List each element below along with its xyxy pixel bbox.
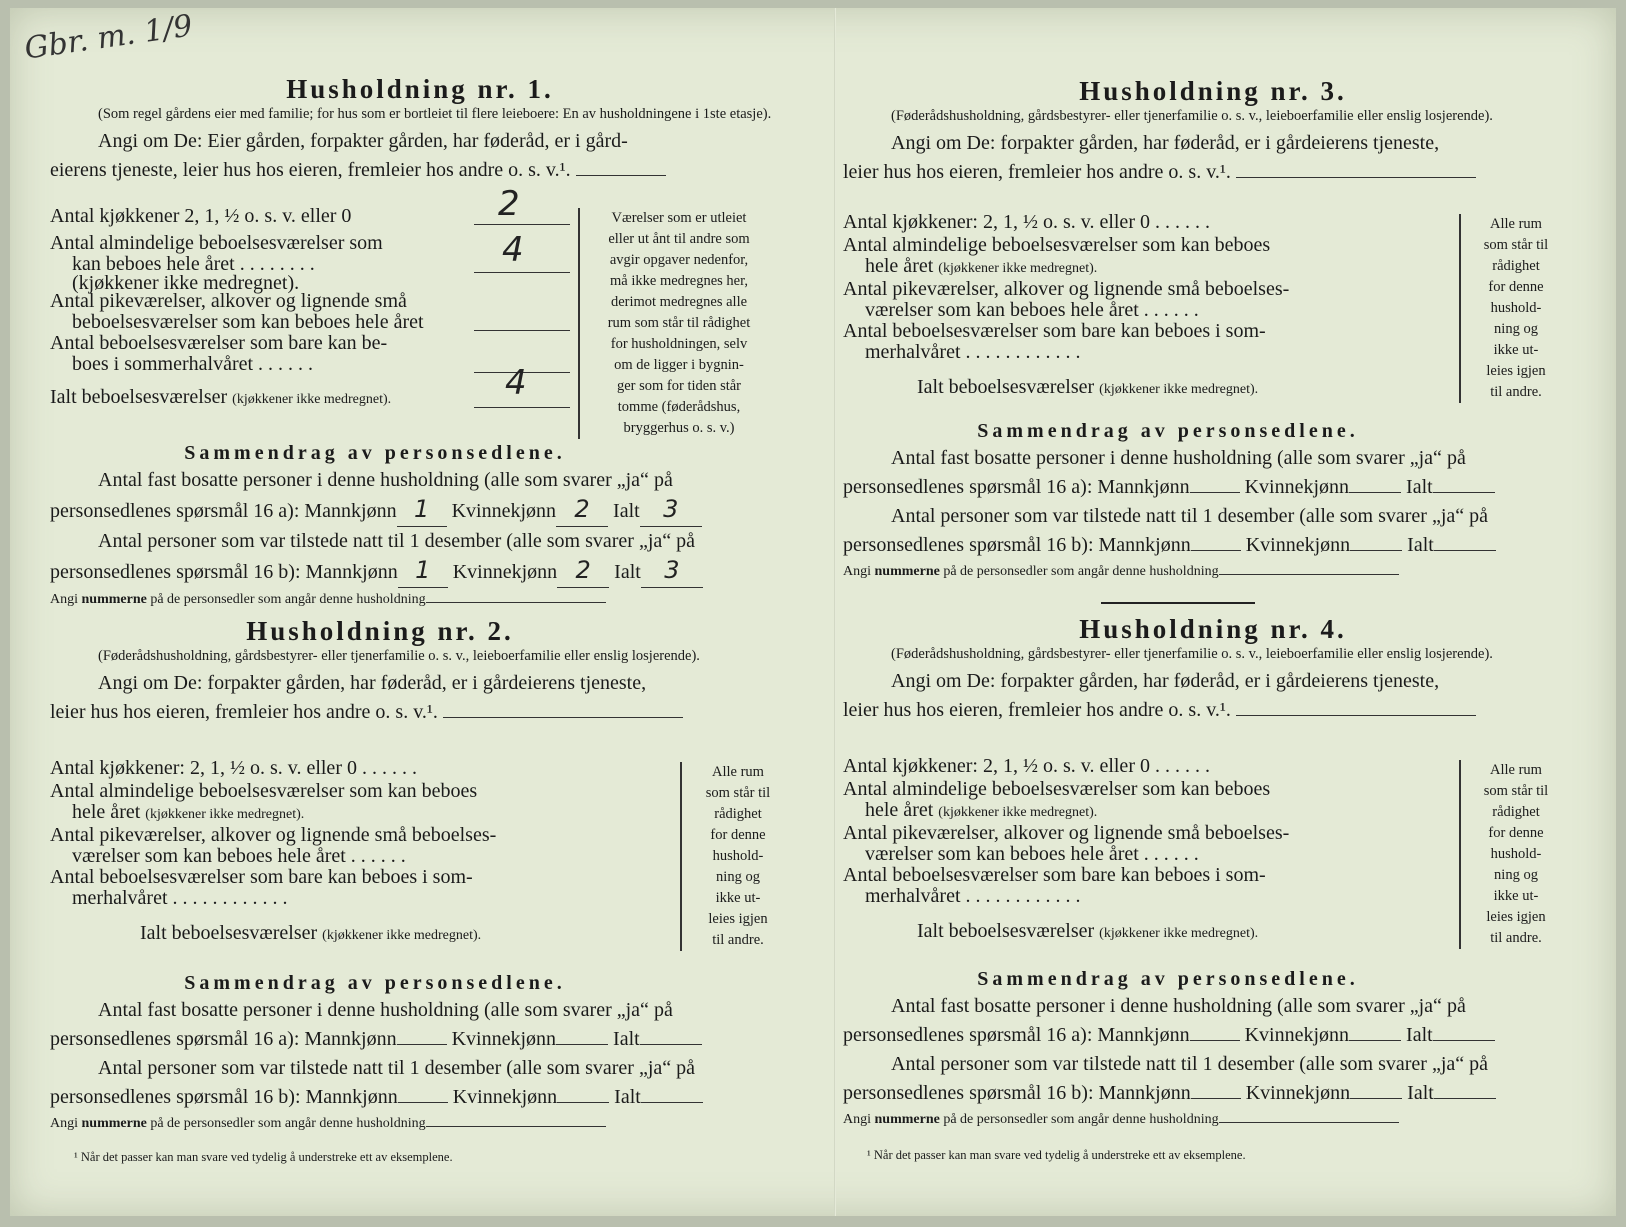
h4-nummer-line (843, 1108, 1583, 1132)
h4-til-line1: Antal personer som var tilstede natt til 1 desember (alle som svarer „ja“ på (891, 1053, 1489, 1075)
h3-ialt-row (843, 377, 1443, 400)
household-4-summary (843, 966, 1583, 1132)
h3-side-7: leies igjen (1486, 363, 1546, 379)
h3-fast-ialt-label: Ialt (1406, 476, 1433, 498)
household-3-rooms (843, 212, 1443, 400)
household-2-angi-line2 (50, 698, 790, 727)
h1-kjokkener-value: 2 (498, 184, 520, 224)
h3-pike-row2: værelser som kan beboes hele året . . . . . . (865, 299, 1199, 321)
h3-side-2: rådighet (1492, 258, 1540, 274)
h2-ialt-small: (kjøkkener ikke medregnet). (322, 928, 482, 943)
h1-side-1: eller ut ånt til andre som (608, 231, 750, 247)
h3-alm-label: hele året (865, 255, 934, 277)
h1-nummer-b: nummerne (81, 592, 147, 607)
h2-side-6: ikke ut- (715, 890, 761, 906)
section-separator (1101, 602, 1255, 604)
census-form-sheet (10, 8, 1616, 1216)
h3-fast-label: personsedlenes spørsmål 16 a): Mannkjønn (843, 476, 1190, 498)
h4-fast-ialt-field[interactable] (1433, 1040, 1495, 1041)
household-4-angi-field[interactable] (1236, 715, 1476, 716)
h1-sidenote (578, 208, 768, 439)
h4-fast-line1: Antal fast bosatte personer i denne husholdning (alle som svarer „ja“ på (891, 995, 1466, 1017)
h2-pike-row1: Antal pikeværelser, alkover og lignende små beboelses- (50, 824, 497, 846)
h2-ialt-row (50, 923, 610, 946)
h4-side-8: til andre. (1490, 930, 1542, 946)
h3-sommer-row2: merhalvåret . . . . . . . . . . . . (865, 341, 1081, 363)
h1-side-0: Værelser som er utleiet (611, 210, 747, 226)
h2-til-kv-field[interactable] (557, 1102, 609, 1103)
household-1-note: (Som regel gårdens eier med familie; for hus som er bortleiet til flere leieboere: En av husholdningene i 1ste etasje). (98, 106, 772, 122)
h3-til-ialt-label: Ialt (1407, 534, 1434, 556)
household-1-angi-text: eierens tjeneste, leier hus hos eieren, fremleier hos andre o. s. v.¹. (50, 159, 571, 181)
h1-fast-mann-field[interactable] (397, 495, 447, 527)
h4-fast-ialt-label: Ialt (1406, 1024, 1433, 1046)
h2-fast-label: personsedlenes spørsmål 16 a): Mannkjønn (50, 1028, 397, 1050)
h1-pike-label: beboelsesværelser som kan beboes hele året (72, 311, 424, 333)
h1-side-4: derimot medregnes alle (610, 294, 748, 310)
h2-fast-line2 (50, 1025, 790, 1054)
household-1-title: Husholdning nr. 1. (286, 74, 554, 104)
household-2-angi-line1: Angi om De: forpakter gården, har føderåd, er i gårdeierens tjeneste, (98, 672, 647, 694)
h2-til-label: personsedlenes spørsmål 16 b): Mannkjønn (50, 1086, 398, 1108)
h3-pike-row1: Antal pikeværelser, alkover og lignende små beboelses- (843, 278, 1290, 300)
h3-side-4: hushold- (1490, 300, 1542, 316)
h1-side-6: for husholdningen, selv (610, 336, 748, 352)
h2-side-8: til andre. (712, 932, 764, 948)
h2-sidenote (680, 762, 784, 951)
h2-alm-row2 (50, 802, 610, 825)
h2-summary-head: Sammendrag av personsedlene. (184, 972, 566, 994)
household-1-angi-line2 (50, 156, 790, 185)
h3-sommer-row1: Antal beboelsesværelser som bare kan beboes i som- (843, 320, 1266, 342)
h4-sommer-row2: merhalvåret . . . . . . . . . . . . (865, 885, 1081, 907)
h3-alm-small: (kjøkkener ikke medregnet). (938, 261, 1098, 276)
h1-side-9: tomme (føderådshus, (617, 399, 741, 415)
household-1-angi-line1: Angi om De: Eier gården, forpakter gården, har føderåd, er i gård- (98, 130, 628, 152)
h1-fast-ialt-label: Ialt (613, 500, 640, 522)
h1-til-kv-label: Kvinnekjønn (452, 561, 558, 583)
h4-side-2: rådighet (1492, 804, 1540, 820)
h1-nummer-a: Angi (50, 592, 78, 607)
h1-nummer-line (50, 588, 790, 612)
h2-ialt-label: Ialt beboelsesværelser (140, 922, 318, 944)
h1-kjokkener-field[interactable] (474, 224, 570, 225)
h3-alm-row2 (843, 256, 1443, 279)
household-2-angi-field[interactable] (443, 717, 683, 718)
h4-summary-head: Sammendrag av personsedlene. (977, 968, 1359, 990)
h4-alm-small: (kjøkkener ikke medregnet). (938, 805, 1098, 820)
h4-nummer-field[interactable] (1219, 1122, 1399, 1123)
h1-ialt-field[interactable] (474, 407, 570, 408)
h2-kjokkener-row (50, 758, 610, 779)
h4-pike-row2: værelser som kan beboes hele året . . . . . . (865, 843, 1199, 865)
h4-side-0: Alle rum (1490, 762, 1542, 778)
h1-kjokkener-label: Antal kjøkkener 2, 1, ½ o. s. v. eller 0 (50, 205, 352, 227)
h4-side-7: leies igjen (1486, 909, 1546, 925)
h2-side-0: Alle rum (712, 764, 764, 780)
h1-side-7: om de ligger i bygnin- (614, 357, 744, 373)
h4-sommer-row1: Antal beboelsesværelser som bare kan beboes i som- (843, 864, 1266, 886)
h4-ialt-small: (kjøkkener ikke medregnet). (1099, 926, 1259, 941)
household-2-rooms (50, 758, 610, 946)
h4-fast-line2 (843, 1021, 1583, 1050)
h4-til-mann-field[interactable] (1191, 1098, 1241, 1099)
h4-fast-label: personsedlenes spørsmål 16 a): Mannkjønn (843, 1024, 1190, 1046)
h1-side-2: avgir opgaver nedenfor, (609, 252, 749, 268)
h3-nummer-c: på de personsedler som angår denne husholdning (943, 564, 1219, 579)
h1-nummer-c: på de personsedler som angår denne husholdning (150, 592, 426, 607)
household-4-angi-text: leier hus hos eieren, fremleier hos andre o. s. v.¹. (843, 699, 1231, 721)
h1-til-kv-value: 2 (575, 556, 591, 584)
h1-til-mann-field[interactable] (398, 556, 448, 588)
h4-fast-kv-label: Kvinnekjønn (1244, 1024, 1350, 1046)
h4-til-kv-label: Kvinnekjønn (1245, 1082, 1351, 1104)
household-2-angi-text: leier hus hos eieren, fremleier hos andre o. s. v.¹. (50, 701, 438, 723)
h4-fast-kv-field[interactable] (1349, 1040, 1401, 1041)
h1-kjokkener-row (50, 184, 570, 227)
h2-sommer-row2: merhalvåret . . . . . . . . . . . . (72, 887, 288, 909)
h4-side-6: ikke ut- (1493, 888, 1539, 904)
household-1-section (50, 72, 790, 185)
h1-alm-row3: (kjøkkener ikke medregnet). (72, 272, 300, 294)
h2-nummer-field[interactable] (426, 1126, 606, 1127)
h1-til-kv-field[interactable] (557, 556, 609, 588)
h3-fast-kv-field[interactable] (1349, 492, 1401, 493)
h2-til-line1: Antal personer som var tilstede natt til 1 desember (alle som svarer „ja“ på (98, 1057, 696, 1079)
h1-fast-kv-value: 2 (574, 495, 590, 523)
household-2-title: Husholdning nr. 2. (246, 616, 514, 646)
h1-alm-field[interactable] (474, 272, 570, 273)
h2-fast-line1: Antal fast bosatte personer i denne husholdning (alle som svarer „ja“ på (98, 999, 673, 1021)
h1-fast-line1: Antal fast bosatte personer i denne husholdning (alle som svarer „ja“ på (98, 469, 673, 491)
h1-alm-row1: Antal almindelige beboelsesværelser som (50, 232, 383, 254)
household-4-angi-line1: Angi om De: forpakter gården, har føderåd, er i gårdeierens tjeneste, (891, 670, 1440, 692)
h2-til-line2 (50, 1083, 790, 1112)
h2-nummer-a: Angi (50, 1116, 78, 1131)
household-2-section (50, 614, 790, 727)
household-3-section (843, 74, 1583, 187)
h1-ialt-small: (kjøkkener ikke medregnet). (232, 392, 392, 407)
left-page (50, 8, 810, 1216)
h1-pike-field[interactable] (474, 330, 570, 331)
household-3-angi-line1: Angi om De: forpakter gården, har føderåd, er i gårdeierens tjeneste, (891, 132, 1440, 154)
h1-side-3: må ikke medregnes her, (610, 273, 748, 289)
h2-til-mann-field[interactable] (398, 1102, 448, 1103)
h2-til-kv-label: Kvinnekjønn (452, 1086, 558, 1108)
h2-sommer-row1: Antal beboelsesværelser som bare kan beboes i som- (50, 866, 473, 888)
h3-til-line2 (843, 531, 1583, 560)
h3-side-5: ning og (1494, 321, 1538, 337)
household-1-angi-field[interactable] (576, 175, 666, 176)
h2-nummer-line (50, 1112, 790, 1136)
household-4-title: Husholdning nr. 4. (1079, 614, 1347, 644)
h2-kjokkener-label: Antal kjøkkener: 2, 1, ½ o. s. v. eller 0 . . . . . . (50, 757, 417, 779)
h4-sidenote (1459, 760, 1561, 949)
h2-fast-kv-field[interactable] (556, 1044, 608, 1045)
h1-summary-head: Sammendrag av personsedlene. (184, 442, 566, 464)
h2-side-1: som står til (705, 785, 771, 801)
right-footnote: ¹ Når det passer kan man svare ved tydelig å understreke ett av eksemplene. (867, 1148, 1246, 1162)
h2-til-ialt-field[interactable] (641, 1102, 703, 1103)
h3-ialt-label: Ialt beboelsesværelser (917, 376, 1095, 398)
household-3-angi-field[interactable] (1236, 177, 1476, 178)
h2-side-4: hushold- (712, 848, 764, 864)
h3-fast-mann-field[interactable] (1190, 492, 1240, 493)
h4-alm-row1: Antal almindelige beboelsesværelser som kan beboes (843, 778, 1271, 800)
h4-nummer-a: Angi (843, 1112, 871, 1127)
h1-til-ialt-field[interactable] (641, 556, 703, 588)
h3-nummer-line (843, 560, 1583, 584)
h1-til-line2 (50, 556, 790, 588)
h2-fast-kv-label: Kvinnekjønn (451, 1028, 557, 1050)
h3-til-line1: Antal personer som var tilstede natt til 1 desember (alle som svarer „ja“ på (891, 505, 1489, 527)
h3-alm-row1: Antal almindelige beboelsesværelser som kan beboes (843, 234, 1271, 256)
h4-pike-row1: Antal pikeværelser, alkover og lignende små beboelses- (843, 822, 1290, 844)
h3-til-mann-field[interactable] (1191, 550, 1241, 551)
household-4-rooms (843, 756, 1443, 944)
h2-nummer-b: nummerne (81, 1116, 147, 1131)
h3-til-label: personsedlenes spørsmål 16 b): Mannkjønn (843, 534, 1191, 556)
h1-ialt-label: Ialt beboelsesværelser (50, 386, 228, 408)
h2-alm-row1: Antal almindelige beboelsesværelser som kan beboes (50, 780, 478, 802)
h4-side-1: som står til (1483, 783, 1549, 799)
page-fold (834, 8, 836, 1216)
h1-fast-line2 (50, 495, 790, 527)
h1-side-5: rum som står til rådighet (607, 315, 751, 331)
h4-kjokkener-row: Antal kjøkkener: 2, 1, ½ o. s. v. eller 0 . . . . . . (843, 755, 1210, 777)
h2-fast-mann-field[interactable] (397, 1044, 447, 1045)
h1-fast-label: personsedlenes spørsmål 16 a): Mannkjønn (50, 500, 397, 522)
h1-pike-row2 (50, 312, 570, 333)
household-4-angi-line2 (843, 696, 1583, 725)
h2-til-ialt-label: Ialt (614, 1086, 641, 1108)
h3-til-ialt-field[interactable] (1434, 550, 1496, 551)
h2-side-3: for denne (710, 827, 766, 843)
h4-side-4: hushold- (1490, 846, 1542, 862)
h1-til-ialt-value: 3 (664, 556, 680, 584)
h3-fast-line1: Antal fast bosatte personer i denne husholdning (alle som svarer „ja“ på (891, 447, 1466, 469)
h3-fast-ialt-field[interactable] (1433, 492, 1495, 493)
h2-nummer-c: på de personsedler som angår denne husholdning (150, 1116, 426, 1131)
h3-nummer-field[interactable] (1219, 574, 1399, 575)
h3-nummer-a: Angi (843, 564, 871, 579)
h4-ialt-row (843, 921, 1443, 944)
h1-side-10: bryggerhus o. s. v.) (623, 420, 735, 436)
household-3-angi-text: leier hus hos eieren, fremleier hos andre o. s. v.¹. (843, 161, 1231, 183)
h2-side-7: leies igjen (708, 911, 768, 927)
h4-alm-label: hele året (865, 799, 934, 821)
h1-til-ialt-label: Ialt (614, 561, 641, 583)
h3-til-kv-label: Kvinnekjønn (1245, 534, 1351, 556)
h1-alm-value: 4 (502, 230, 524, 270)
h3-side-0: Alle rum (1490, 216, 1542, 232)
right-page (843, 8, 1603, 1216)
household-3-angi-line2 (843, 158, 1583, 187)
h1-til-line1: Antal personer som var tilstede natt til 1 desember (alle som svarer „ja“ på (98, 530, 696, 552)
household-4-note: (Føderådshusholdning, gårdsbestyrer- eller tjenerfamilie o. s. v., leieboerfamilie eller enslig losjerende). (891, 646, 1493, 662)
h3-til-kv-field[interactable] (1350, 550, 1402, 551)
h3-sidenote (1459, 214, 1561, 403)
h4-nummer-c: på de personsedler som angår denne husholdning (943, 1112, 1219, 1127)
h1-pike-row1: Antal pikeværelser, alkover og lignende små (50, 290, 407, 312)
h1-sommer-label: boes i sommerhalvåret . . . . . . (72, 353, 314, 375)
household-4-section (843, 612, 1583, 725)
h3-side-3: for denne (1488, 279, 1544, 295)
h4-til-ialt-label: Ialt (1407, 1082, 1434, 1104)
handwritten-corner-note: Gbr. m. 1/9 (22, 8, 195, 67)
h4-nummer-b: nummerne (874, 1112, 940, 1127)
h2-alm-small: (kjøkkener ikke medregnet). (145, 807, 305, 822)
h3-ialt-small: (kjøkkener ikke medregnet). (1099, 382, 1259, 397)
h2-side-5: ning og (716, 869, 760, 885)
h4-side-3: for denne (1488, 825, 1544, 841)
h2-side-2: rådighet (714, 806, 762, 822)
household-1-rooms (50, 184, 570, 410)
h2-pike-row2: værelser som kan beboes hele året . . . . . . (72, 845, 406, 867)
h1-fast-ialt-value: 3 (663, 495, 679, 523)
h1-fast-ialt-field[interactable] (640, 495, 702, 527)
h1-til-mann-value: 1 (415, 556, 431, 584)
h1-til-label: personsedlenes spørsmål 16 b): Mannkjønn (50, 561, 398, 583)
h1-sommer-row1: Antal beboelsesværelser som bare kan be- (50, 332, 388, 354)
h1-fast-kv-field[interactable] (556, 495, 608, 527)
household-3-title: Husholdning nr. 3. (1079, 76, 1347, 106)
h3-fast-kv-label: Kvinnekjønn (1244, 476, 1350, 498)
h1-sommer-row2 (50, 354, 570, 375)
h1-fast-mann-value: 1 (413, 495, 430, 523)
h4-fast-mann-field[interactable] (1190, 1040, 1240, 1041)
h1-ialt-value: 4 (505, 363, 527, 403)
h2-alm-label: hele året (72, 801, 141, 823)
h4-til-line2 (843, 1079, 1583, 1108)
h3-side-6: ikke ut- (1493, 342, 1539, 358)
h1-alm-label: kan beboes hele året . . . . . . . . (72, 253, 315, 275)
left-footnote: ¹ Når det passer kan man svare ved tydelig å understreke ett av eksemplene. (74, 1150, 453, 1164)
h4-side-5: ning og (1494, 867, 1538, 883)
household-1-summary (50, 440, 790, 612)
h4-ialt-label: Ialt beboelsesværelser (917, 920, 1095, 942)
h2-fast-ialt-field[interactable] (640, 1044, 702, 1045)
h1-nummer-field[interactable] (426, 602, 606, 603)
household-2-note: (Føderådshusholdning, gårdsbestyrer- eller tjenerfamilie o. s. v., leieboerfamilie eller enslig losjerende). (98, 648, 700, 664)
h4-til-ialt-field[interactable] (1434, 1098, 1496, 1099)
h3-summary-head: Sammendrag av personsedlene. (977, 420, 1359, 442)
h1-fast-kv-label: Kvinnekjønn (451, 500, 557, 522)
h4-til-label: personsedlenes spørsmål 16 b): Mannkjønn (843, 1082, 1191, 1104)
household-2-summary (50, 970, 790, 1136)
h3-kjokkener-row: Antal kjøkkener: 2, 1, ½ o. s. v. eller 0 . . . . . . (843, 211, 1210, 233)
h3-side-1: som står til (1483, 237, 1549, 253)
h4-alm-row2 (843, 800, 1443, 823)
h4-til-kv-field[interactable] (1350, 1098, 1402, 1099)
household-3-summary (843, 418, 1583, 584)
h3-nummer-b: nummerne (874, 564, 940, 579)
h1-side-8: ger som for tiden står (616, 378, 742, 394)
h2-fast-ialt-label: Ialt (613, 1028, 640, 1050)
h3-side-8: til andre. (1490, 384, 1542, 400)
h3-fast-line2 (843, 473, 1583, 502)
household-3-note: (Føderådshusholdning, gårdsbestyrer- eller tjenerfamilie o. s. v., leieboerfamilie eller enslig losjerende). (891, 108, 1493, 124)
